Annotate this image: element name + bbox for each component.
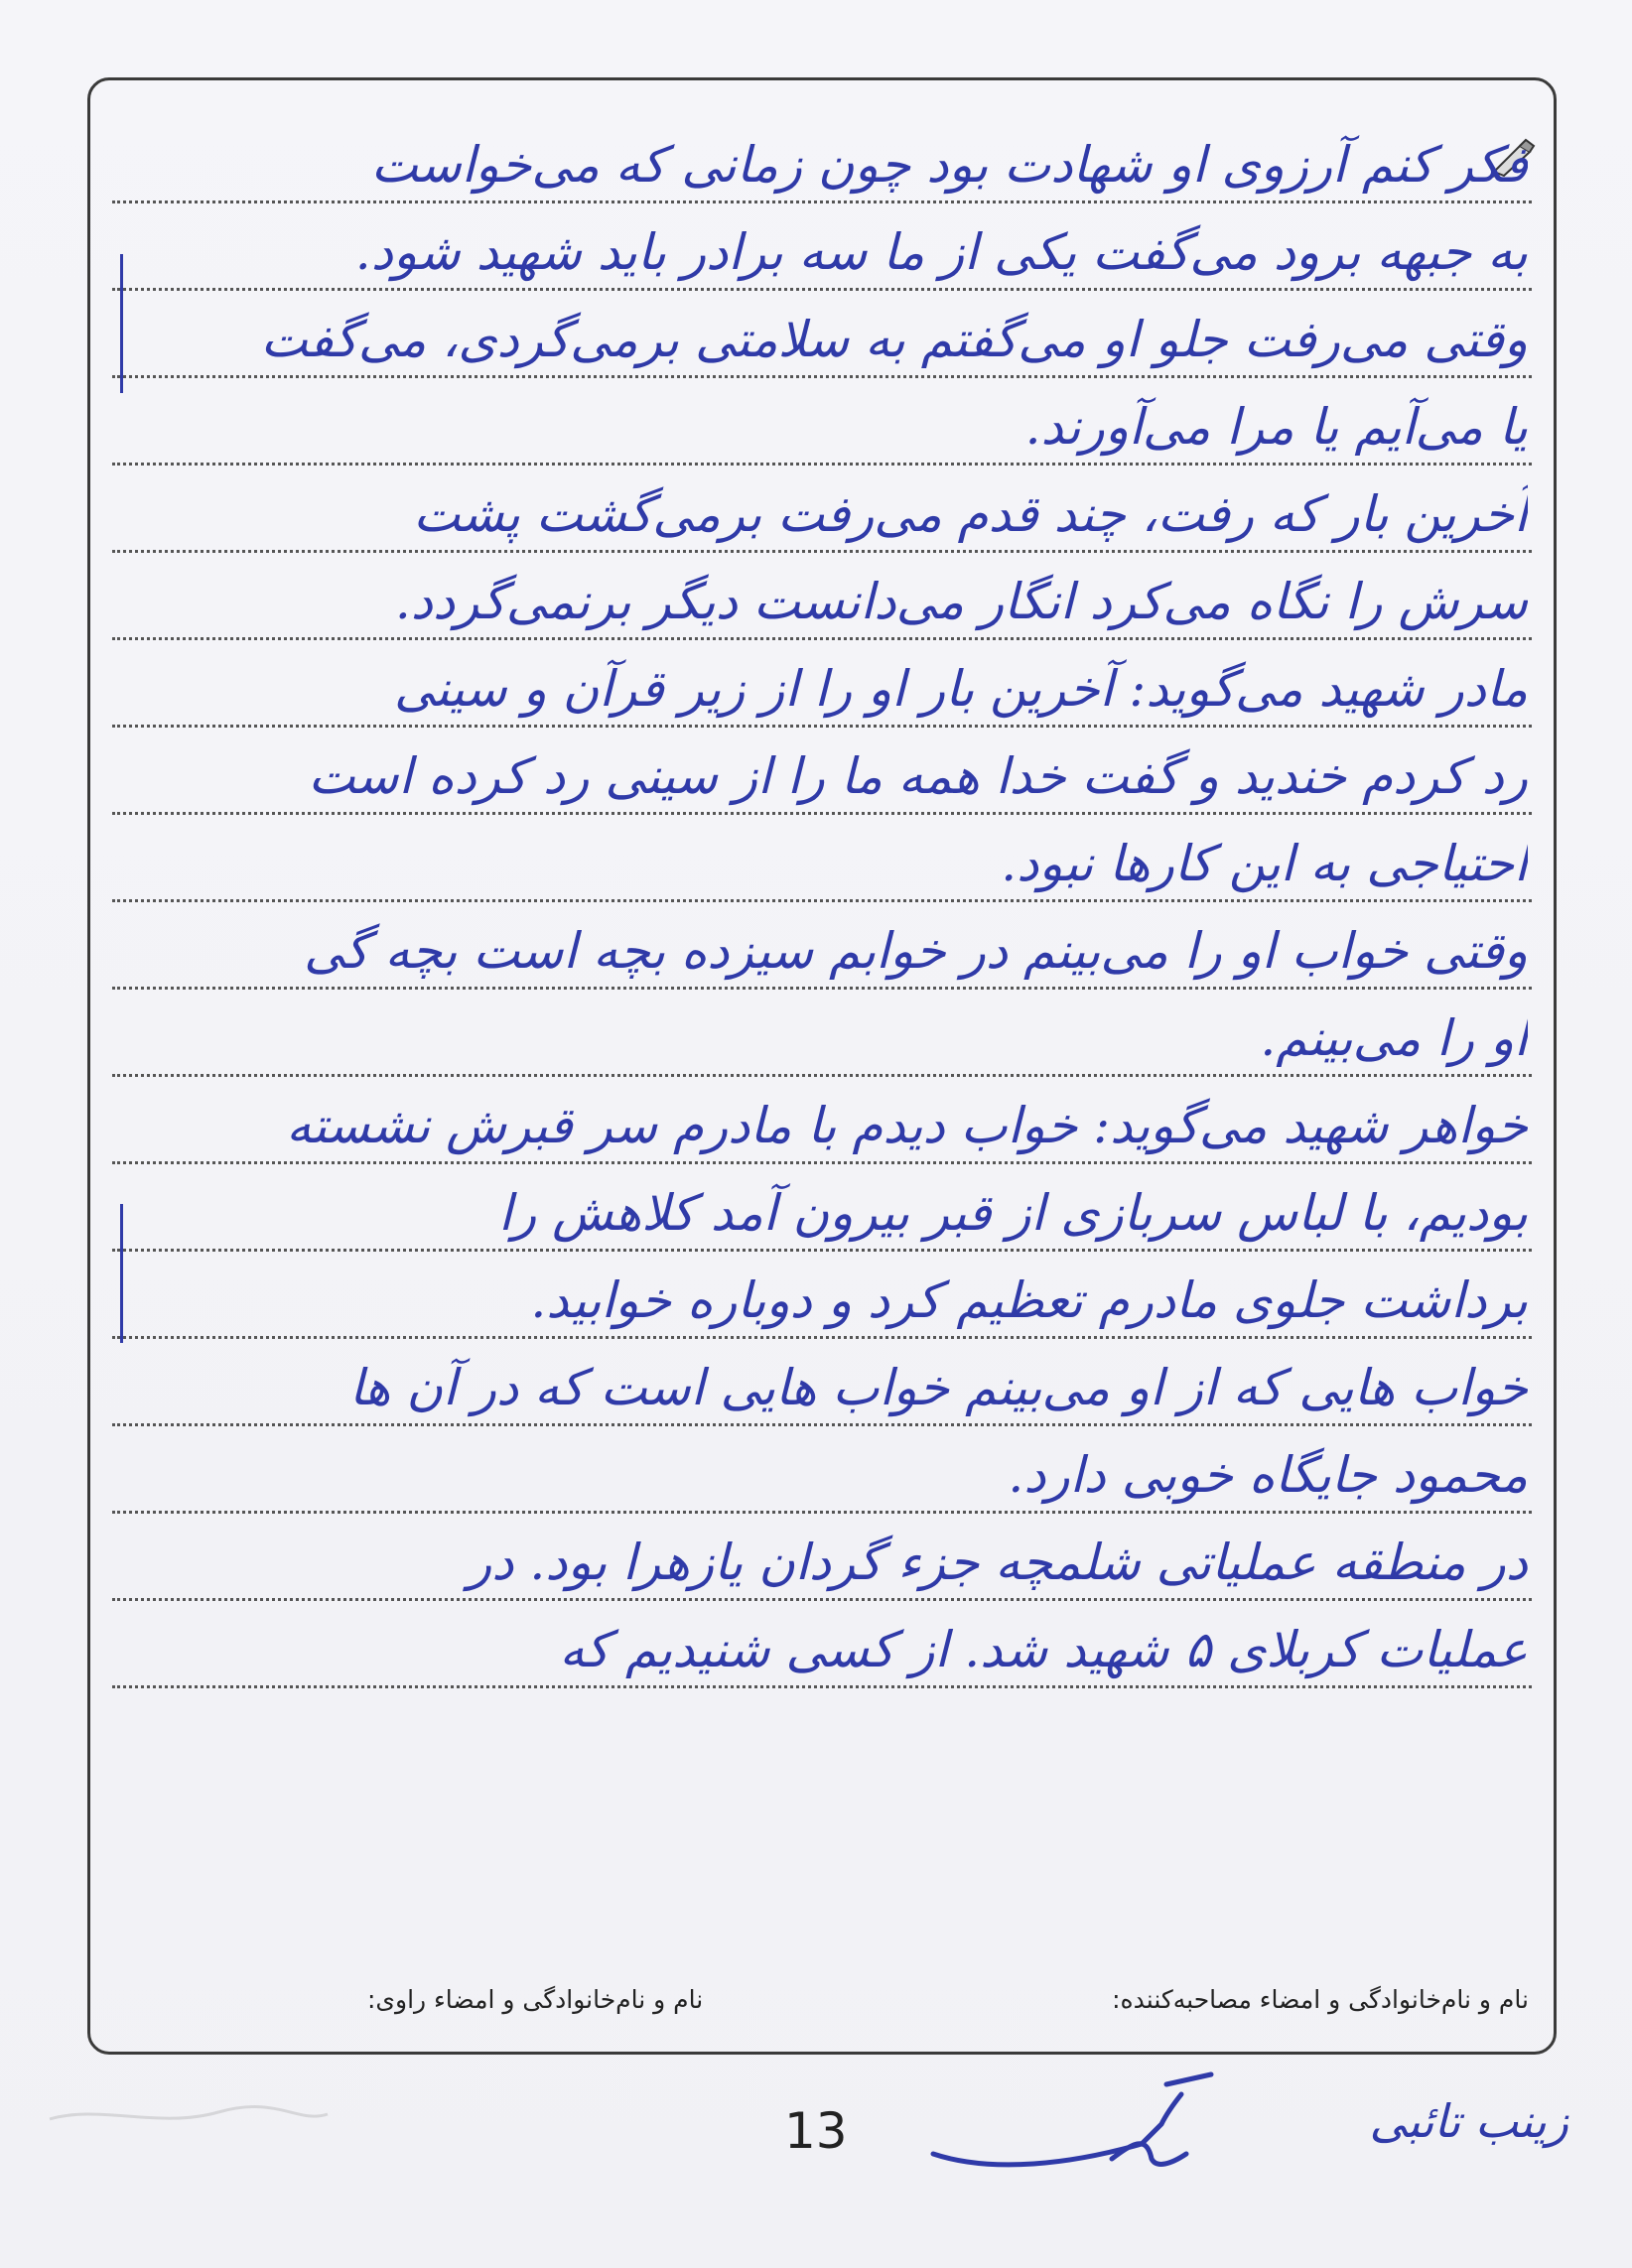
handwritten-text: در منطقه عملیاتی شلمچه جزء گردان یازهرا بود. در (468, 1534, 1528, 1591)
text-line (112, 819, 1532, 912)
handwritten-text: سرش را نگاه می‌کرد انگار می‌دانست دیگر برنمی‌گردد. (394, 573, 1528, 630)
dotted-rule (112, 375, 1532, 378)
dotted-rule (112, 899, 1532, 902)
signature-labels (119, 1985, 1529, 2025)
dotted-rule (112, 637, 1532, 640)
dotted-rule (112, 1336, 1532, 1339)
dotted-rule (112, 987, 1532, 990)
faded-marks (40, 2094, 338, 2134)
text-line (112, 120, 1532, 213)
dotted-rule (112, 1511, 1532, 1514)
handwritten-text: خواهر شهید می‌گوید: خواب دیدم با مادرم سر قبرش نشسته (286, 1097, 1528, 1154)
handwritten-text: یا می‌آیم یا مرا می‌آورند. (1024, 398, 1528, 456)
text-line (112, 906, 1532, 1000)
dotted-rule (112, 463, 1532, 466)
ruled-frame (87, 77, 1557, 2055)
handwritten-text: او را می‌بینم. (1260, 1009, 1528, 1067)
dotted-rule (112, 288, 1532, 291)
dotted-rule (112, 1685, 1532, 1688)
text-line (112, 382, 1532, 475)
dotted-rule (112, 725, 1532, 728)
handwritten-text: محمود جایگاه خوبی دارد. (1008, 1446, 1528, 1504)
text-line (112, 1343, 1532, 1436)
handwritten-text: خواب هایی که از او می‌بینم خواب هایی است که در آن ها (348, 1359, 1528, 1416)
text-line (112, 1430, 1532, 1524)
handwritten-text: عملیات کربلای ۵ شهید شد. از کسی شنیدیم که (559, 1621, 1528, 1678)
handwritten-text: برداشت جلوی مادرم تعظیم کرد و دوباره خوابید. (530, 1271, 1528, 1329)
handwritten-text: وقتی می‌رفت جلو او می‌گفتم به سلامتی برمی‌گردی، می‌گفت (260, 311, 1528, 368)
text-line (112, 207, 1532, 301)
dotted-rule (112, 1423, 1532, 1426)
handwritten-text: وقتی خواب او را می‌بینم در خوابم سیزده بچه است بچه گی (304, 922, 1528, 980)
handwritten-text: احتیاجی به این کارها نبود. (1001, 835, 1528, 892)
text-line (112, 994, 1532, 1087)
narrator-label: نام و نام‌خانوادگی و امضاء راوی: (367, 1985, 704, 2014)
handwritten-text: به جبهه برود می‌گفت یکی از ما سه برادر باید شهید شود. (354, 223, 1528, 281)
dotted-rule (112, 812, 1532, 815)
dotted-rule (112, 1249, 1532, 1252)
dotted-rule (112, 200, 1532, 203)
handwritten-text: رد کردم خندید و گفت خدا همه ما را از سینی رد کرده است (308, 747, 1528, 805)
signature-name: زینب تائبی (1369, 2094, 1568, 2148)
text-line (112, 295, 1532, 388)
signature-scribble (913, 2065, 1231, 2184)
text-line (112, 1168, 1532, 1262)
handwritten-text: بودیم، با لباس سربازی از قبر بیرون آمد کلاهش را (498, 1184, 1528, 1242)
dotted-rule (112, 550, 1532, 553)
page-number: 13 (784, 2102, 848, 2160)
text-line (112, 732, 1532, 825)
text-line (112, 557, 1532, 650)
handwritten-text: مادر شهید می‌گوید: آخرین بار او را از زیر قرآن و سینی (393, 660, 1528, 718)
dotted-rule (112, 1161, 1532, 1164)
text-line (112, 469, 1532, 563)
text-line (112, 1256, 1532, 1349)
handwritten-text: فکر کنم آرزوی او شهادت بود چون زمانی که می‌خواست (370, 136, 1528, 194)
text-line (112, 1081, 1532, 1174)
dotted-rule (112, 1598, 1532, 1601)
interviewer-label: نام و نام‌خانوادگی و امضاء مصاحبه‌کننده: (1112, 1985, 1529, 2014)
handwritten-text: آخرین بار که رفت، چند قدم می‌رفت برمی‌گشت پشت (413, 485, 1528, 543)
text-line (112, 644, 1532, 737)
text-line (112, 1518, 1532, 1611)
text-line (112, 1605, 1532, 1698)
dotted-rule (112, 1074, 1532, 1077)
